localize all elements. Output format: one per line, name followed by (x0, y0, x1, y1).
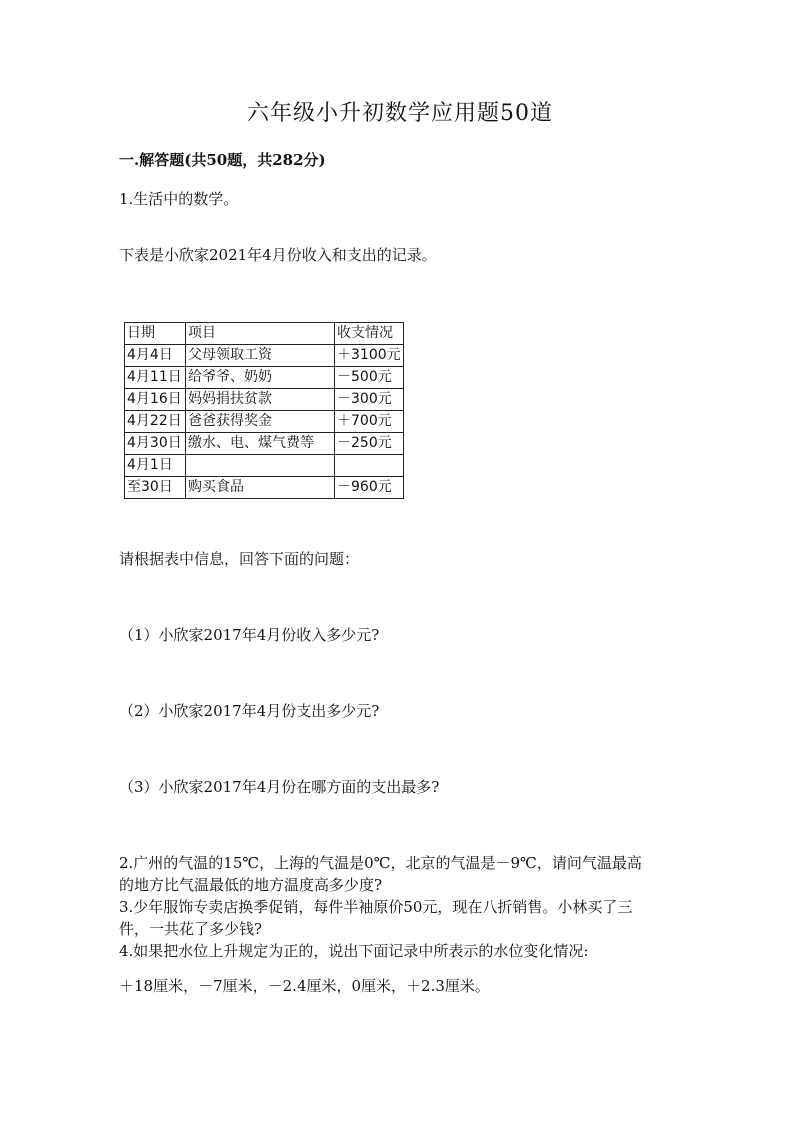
table-cell-date: 4月4日 (125, 345, 186, 367)
table-cell-item (186, 455, 335, 477)
table-cell-date: 4月22日 (125, 411, 186, 433)
question-4-line-1: 4.如果把水位上升规定为正的，说出下面记录中所表示的水位变化情况: (119, 942, 589, 960)
table-header-row (125, 323, 404, 345)
table-cell-item: 爸爸获得奖金 (186, 411, 335, 433)
question-1-intro: 下表是小欣家2021年4月份收入和支出的记录。 (119, 246, 437, 264)
table-row (125, 477, 404, 499)
table-cell-date: 4月30日 (125, 433, 186, 455)
table-header-cell: 收支情况 (335, 323, 404, 345)
table-cell-item: 给爷爷、奶奶 (186, 367, 335, 389)
table-cell-item: 妈妈捐扶贫款 (186, 389, 335, 411)
table-cell-amount: －300元 (335, 389, 404, 411)
table-cell-item: 购买食品 (186, 477, 335, 499)
question-4-line-2: ＋18厘米，－7厘米，－2.4厘米，0厘米，＋2.3厘米。 (119, 977, 490, 995)
sub-question-2: （2）小欣家2017年4月份支出多少元? (119, 702, 380, 720)
table-row (125, 367, 404, 389)
table-cell-amount (335, 455, 404, 477)
sub-question-3: （3）小欣家2017年4月份在哪方面的支出最多? (119, 778, 440, 796)
question-2-line-2: 的地方比气温最低的地方温度高多少度? (119, 876, 383, 894)
table-header-cell: 日期 (125, 323, 186, 345)
table-row (125, 433, 404, 455)
table-cell-date: 4月16日 (125, 389, 186, 411)
income-expense-table (124, 322, 404, 499)
table-header-cell: 项目 (186, 323, 335, 345)
table-cell-item: 缴水、电、煤气费等 (186, 433, 335, 455)
table-row (125, 389, 404, 411)
sub-question-1: （1）小欣家2017年4月份收入多少元? (119, 626, 380, 644)
table-row (125, 345, 404, 367)
table-cell-amount: ＋700元 (335, 411, 404, 433)
table-cell-date: 4月11日 (125, 367, 186, 389)
table-cell-amount: －250元 (335, 433, 404, 455)
table-row (125, 455, 404, 477)
question-2-line-1: 2.广州的气温的15℃，上海的气温是0℃，北京的气温是－9℃，请问气温最高 (119, 854, 642, 872)
table-cell-amount: －960元 (335, 477, 404, 499)
question-3-line-1: 3.少年服饰专卖店换季促销，每件半袖原价50元，现在八折销售。小林买了三 (119, 898, 633, 916)
table-cell-item: 父母领取工资 (186, 345, 335, 367)
section-heading: 一.解答题(共50题，共282分) (119, 151, 326, 169)
question-3-line-2: 件，一共花了多少钱? (119, 920, 263, 938)
table-cell-date: 至30日 (125, 477, 186, 499)
table-cell-amount: ＋3100元 (335, 345, 404, 367)
table-cell-amount: －500元 (335, 367, 404, 389)
question-1-prompt: 请根据表中信息，回答下面的问题： (119, 550, 360, 568)
question-1-heading: 1.生活中的数学。 (119, 190, 239, 208)
page-title: 六年级小升初数学应用题50道 (247, 101, 553, 126)
table-cell-date: 4月1日 (125, 455, 186, 477)
table-row (125, 411, 404, 433)
